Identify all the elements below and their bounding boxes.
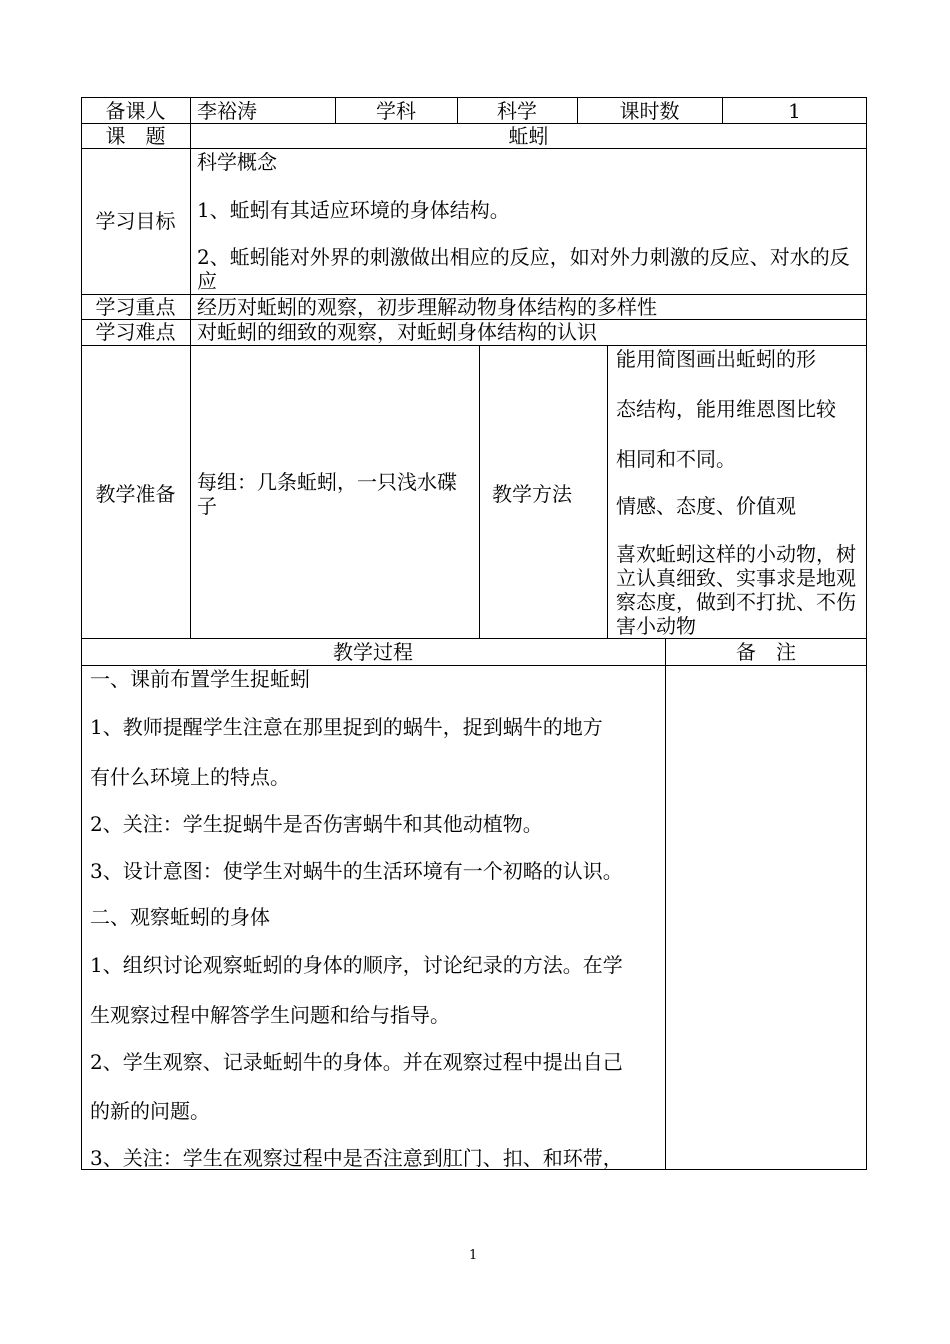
process-line: 1、组织讨论观察蚯蚓的身体的顺序，讨论纪录的方法。在学 bbox=[90, 953, 623, 977]
preparer-value: 李裕涛 bbox=[197, 99, 257, 123]
periods-value: 1 bbox=[788, 99, 801, 123]
subject-label: 学科 bbox=[376, 99, 416, 123]
page-number: 1 bbox=[469, 1248, 478, 1263]
process-label: 教学过程 bbox=[333, 640, 413, 664]
row-divider bbox=[81, 148, 867, 149]
preparation-label: 教学准备 bbox=[95, 482, 176, 506]
notes-label: 备 注 bbox=[736, 640, 796, 664]
col-divider bbox=[190, 97, 191, 638]
method-line-4: 情感、态度、价值观 bbox=[616, 494, 796, 518]
row-divider bbox=[81, 665, 867, 666]
key-point-label: 学习重点 bbox=[95, 295, 176, 319]
subject-value: 科学 bbox=[497, 99, 537, 123]
preparation-value: 每组：几条蚯蚓，一只浅水碟子 bbox=[197, 470, 457, 518]
process-line: 的新的问题。 bbox=[90, 1099, 210, 1123]
preparer-label: 备课人 bbox=[105, 99, 166, 123]
row-divider bbox=[81, 638, 867, 639]
difficulty-label: 学习难点 bbox=[95, 320, 176, 344]
process-line: 一、课前布置学生捉蚯蚓 bbox=[90, 667, 310, 691]
process-line: 2、关注：学生捉蜗牛是否伤害蜗牛和其他动植物。 bbox=[90, 812, 543, 836]
process-line: 生观察过程中解答学生问题和给与指导。 bbox=[90, 1003, 450, 1027]
method-line-1: 能用简图画出蚯蚓的形 bbox=[616, 347, 816, 371]
difficulty-value: 对蚯蚓的细致的观察，对蚯蚓身体结构的认识 bbox=[197, 320, 597, 344]
periods-label: 课时数 bbox=[619, 99, 680, 123]
method-line-5: 喜欢蚯蚓这样的小动物，树立认真细致、实事求是地观察态度，做到不打扰、不伤害小动物 bbox=[616, 542, 856, 638]
method-line-2: 态结构，能用维恩图比较 bbox=[616, 397, 836, 421]
method-line-3: 相同和不同。 bbox=[616, 447, 736, 471]
objectives-label: 学习目标 bbox=[95, 209, 176, 233]
topic-label: 课 题 bbox=[105, 124, 166, 148]
process-line: 3、关注：学生在观察过程中是否注意到肛门、扣、和环带， bbox=[90, 1146, 623, 1170]
objective-item-2: 2、蚯蚓能对外界的刺激做出相应的反应，如对外力刺激的反应、对水的反应 bbox=[197, 245, 850, 293]
col-divider bbox=[607, 345, 608, 638]
process-line: 1、教师提醒学生注意在那里捉到的蜗牛，捉到蜗牛的地方 bbox=[90, 715, 603, 739]
objective-item-1: 1、蚯蚓有其适应环境的身体结构。 bbox=[197, 198, 510, 222]
process-line: 二、观察蚯蚓的身体 bbox=[90, 905, 270, 929]
topic-value: 蚯蚓 bbox=[508, 124, 549, 148]
col-divider bbox=[665, 638, 666, 1170]
process-line: 3、设计意图：使学生对蜗牛的生活环境有一个初略的认识。 bbox=[90, 859, 623, 883]
key-point-value: 经历对蚯蚓的观察，初步理解动物身体结构的多样性 bbox=[197, 295, 657, 319]
process-line: 2、学生观察、记录蚯蚓牛的身体。并在观察过程中提出自己 bbox=[90, 1050, 623, 1074]
objectives-heading: 科学概念 bbox=[197, 150, 277, 174]
process-line: 有什么环境上的特点。 bbox=[90, 765, 290, 789]
method-label: 教学方法 bbox=[492, 482, 572, 506]
row-divider bbox=[81, 345, 867, 346]
